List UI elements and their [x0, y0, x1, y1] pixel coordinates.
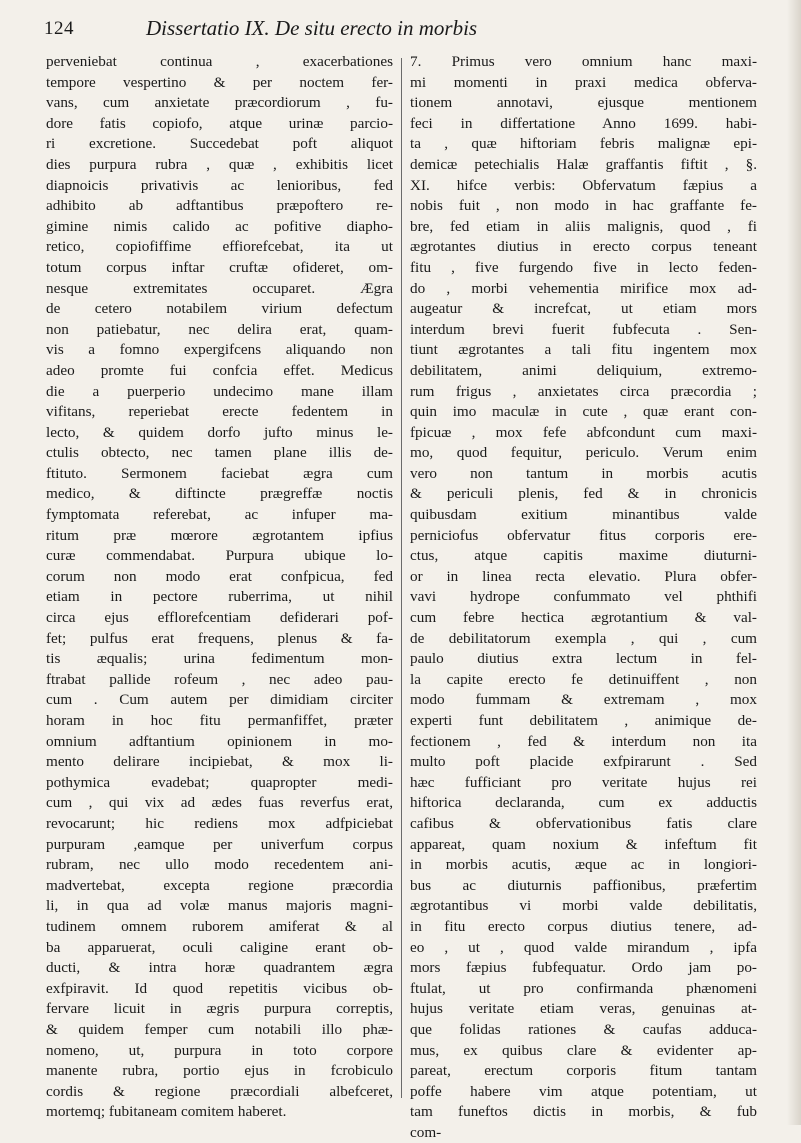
text-line: fitu , five furgendo five in lecto feden-: [410, 258, 757, 276]
text-line: etiam in pectore ruberrima, ut nihil: [46, 588, 393, 606]
running-head: Dissertatio IX. De situ erecto in morbis: [146, 16, 478, 40]
text-line: dore fatis copiofo, atque urinæ parcio-: [46, 114, 393, 132]
text-line: perveniebat continua , exacerbationes: [46, 53, 393, 70]
text-line: tam funeftos dictis in morbis, & fub: [410, 1103, 757, 1121]
text-line: diapnoicis privativis ac lenioribus, fed: [46, 176, 393, 194]
text-line: do , morbi vehementia mirifice mox ad-: [410, 279, 757, 297]
text-line: in morbis acutis, æque ac in longiori-: [410, 856, 757, 874]
text-line: ægrotantibus vi morbi valde debilitatis,: [410, 897, 757, 915]
text-line: hæc fufficiant pro veritate hujus rei: [410, 773, 757, 791]
text-line: mento delirare incipiebat, & mox li-: [46, 753, 393, 771]
right-column: [410, 52, 757, 1143]
text-line: eo , ut , quod valde mirandum , ipfa: [410, 938, 757, 956]
text-line: fymptomata referebat, ac infuper ma-: [46, 506, 393, 524]
page-number: 124: [44, 18, 74, 39]
text-line: vifitans, reperiebat erecte fedentem in: [46, 403, 393, 421]
text-line: nomeno, ut, purpura in toto corpore: [46, 1041, 393, 1059]
text-line: mortemq; fubitaneam comitem haberet.: [46, 1103, 287, 1121]
text-line: medico, & diftincte prægreffæ noctis: [46, 485, 393, 503]
text-line: corum non modo erat confpicua, fed: [46, 567, 393, 585]
text-line: fectionem , fed & interdum non ita: [410, 732, 757, 750]
text-line: cum . Cum autem per dimidiam circiter: [46, 691, 393, 709]
text-line: multo poft placide exfpirarunt . Sed: [410, 753, 757, 771]
text-line: cum febre hectica ægrotantium & val-: [410, 609, 757, 627]
text-line: de debilitatorum exempla , qui , cum: [410, 629, 757, 647]
text-line: lecto, & quidem dorfo jufto minus le-: [46, 423, 393, 441]
text-line: mo, quod fequitur, periculo. Verum enim: [410, 444, 757, 462]
text-line: totum corpus inftar cruftæ ofideret, om-: [46, 258, 393, 276]
text-line: mus, ex quibus clare & evidenter ap-: [410, 1041, 757, 1059]
text-line: mi momenti in praxi medica obferva-: [410, 73, 757, 91]
text-line: interdum brevi fuerit fubfecuta . Sen-: [410, 320, 757, 338]
text-line: ducti, & intra horæ quadrantem ægra: [46, 959, 393, 977]
text-line: vavi hydrope confummato vel phthifi: [410, 588, 757, 606]
text-line: feci in differtatione Anno 1699. habi-: [410, 114, 757, 132]
text-line: adeo promte fui confcia effet. Medicus: [46, 361, 393, 379]
text-line: vis a fomno expergifcens aliquando non: [46, 341, 393, 359]
text-line: appareat, quam noxium & infeftum fit: [410, 835, 757, 853]
text-line: paulo diutius extra lectum in fel-: [410, 650, 757, 668]
text-line: omnium adftantium opinionem in mo-: [46, 732, 393, 750]
text-line: vans, cum anxietate præcordiorum , fu-: [46, 94, 393, 112]
text-line: hujus veritate etiam veras, genuinas at-: [410, 1000, 757, 1018]
text-line: madvertebat, excepta regione præcordia: [46, 876, 393, 894]
text-line: rubram, nec ullo modo recedentem ani-: [46, 856, 393, 874]
text-line: rum frigus , anxietates circa præcordia ;: [410, 382, 757, 400]
text-line: circa ejus efflorefcentiam defiderari pof-: [46, 609, 393, 627]
text-line: horam in hoc fitu permanfiffet, præter: [46, 712, 393, 729]
text-line: quibusdam exitium minantibus valde: [410, 506, 757, 524]
text-line: purpuram ,eamque per univerfum corpus: [46, 835, 393, 853]
text-line: tempore vespertino & per noctem fer-: [46, 73, 393, 91]
text-line: revocarunt; hic rediens mox adfpiciebat: [46, 814, 393, 832]
text-line: ægrotantes diutius in erecto corpus teneant: [410, 238, 757, 256]
text-line: ta , quæ hiftoriam febris malignæ epi-: [410, 135, 757, 153]
text-line: tis æqualis; urina fedimentum mon-: [46, 650, 393, 668]
text-line: ri excretione. Succedebat poft aliquot: [46, 135, 393, 153]
text-line: ftrabat pallide rofeum , nec adeo pau-: [46, 670, 393, 688]
text-line: poffe habere vim atque potentiam, ut: [410, 1082, 757, 1100]
text-line: demicæ petechialis Halæ graffantis fiftit , §.: [410, 155, 757, 173]
text-line: cum , qui vix ad ædes fuas reverfus erat,: [46, 794, 393, 812]
text-line: tionem annotavi, ejusque mentionem: [410, 94, 757, 112]
text-line: fet; pulfus erat frequens, plenus & fa-: [46, 629, 393, 647]
text-line: quin imo maculæ in cute , quæ erant con-: [410, 403, 757, 421]
text-line: non patiebatur, nec delira erat, quam-: [46, 320, 393, 338]
text-line: vero non tantum in morbis acutis: [410, 464, 757, 482]
text-line: fervare licuit in ægris purpura correptis,: [46, 1000, 393, 1018]
text-line: exfpiravit. Id quod repetitis vicibus ob-: [46, 979, 393, 997]
text-line: curæ commendabat. Purpura ubique lo-: [46, 547, 393, 565]
text-line: manente rubra, portio ejus in fcrobiculo: [46, 1062, 393, 1080]
text-line: que folidas rationes & caufas adduca-: [410, 1020, 757, 1038]
text-line: com-: [410, 1123, 442, 1141]
text-line: tiunt ægrotantes a tali fitu ingentem mox: [410, 341, 757, 359]
text-line: perniciofus obfervatur fitus corporis ere-: [410, 526, 757, 544]
text-line: fpicuæ , mox fefe abfcondunt cum maxi-: [410, 423, 757, 441]
text-line: in fitu erecto corpus diutius tenere, ad-: [410, 917, 757, 935]
text-line: experti funt debilitatem , animique de-: [410, 712, 757, 729]
text-line: adhibito ab adftantibus præpoftero re-: [46, 197, 393, 215]
text-line: ba apparuerat, oculi caligine erant ob-: [46, 938, 393, 956]
text-line: li, in qua ad volæ manus majoris magni-: [46, 897, 393, 915]
page-edge-shadow: [787, 0, 801, 1125]
text-line: mors fæpius fubfequatur. Ordo jam po-: [410, 959, 757, 977]
text-line: & periculi plenis, fed & in chronicis: [410, 485, 757, 503]
text-line: hiftorica declaranda, cum ex adductis: [410, 794, 757, 812]
text-line: die a puerperio undecimo mane illam: [46, 382, 393, 400]
text-line: & quidem femper cum notabili illo phæ-: [46, 1020, 393, 1038]
text-line: or in linea recta elevatio. Plura obfer-: [410, 567, 757, 585]
text-line: dies purpura rubra , quæ , exhibitis licet: [46, 155, 393, 173]
text-line: XI. hifce verbis: Obfervatum fæpius a: [410, 176, 757, 194]
text-line: pothymica evadebat; quapropter medi-: [46, 773, 393, 791]
column-divider: [401, 58, 402, 1098]
left-column: [46, 52, 393, 1123]
text-line: gimine nimis calido ac pofitive diapho-: [46, 217, 393, 235]
text-line: nesque extremitates occuparet. Ægra: [46, 279, 393, 297]
text-line: ftituto. Sermonem faciebat ægra cum: [46, 464, 393, 482]
text-line: ctulis obtecto, nec tamen plane illis de-: [46, 444, 393, 462]
text-line: ritum præ mœrore ægrotantem ipfius: [46, 526, 393, 544]
text-line: modo fummam & extremam , mox: [410, 691, 757, 709]
text-line: 7. Primus vero omnium hanc maxi-: [410, 53, 757, 70]
page-header: [44, 14, 784, 44]
text-line: pareat, erectum corporis fitum tantam: [410, 1062, 757, 1080]
text-line: nobis fuit , non modo in hac graffante fe-: [410, 197, 757, 215]
text-line: retico, copiofiffime effiorefcebat, ita ut: [46, 238, 393, 256]
text-line: debilitatem, animi deliquium, extremo-: [410, 361, 757, 379]
text-line: la capite erecto fe detinuiffent , non: [410, 670, 757, 688]
text-line: augeatur & increfcat, ut etiam mors: [410, 300, 757, 318]
text-line: bus ac diuturnis paffionibus, præfertim: [410, 876, 757, 894]
text-line: cafibus & obfervationibus fatis clare: [410, 814, 757, 832]
text-line: tudinem omnem ruborem amiferat & al: [46, 917, 393, 935]
text-line: de cetero notabilem virium defectum: [46, 300, 393, 318]
text-line: cordis & regione præcordiali albefceret,: [46, 1082, 393, 1100]
text-line: bre, fed etiam in aliis malignis, quod , fi: [410, 217, 757, 235]
text-line: ctus, atque capitis maxime diuturni-: [410, 547, 757, 565]
text-line: ftulat, ut pro confirmanda phænomeni: [410, 979, 757, 997]
